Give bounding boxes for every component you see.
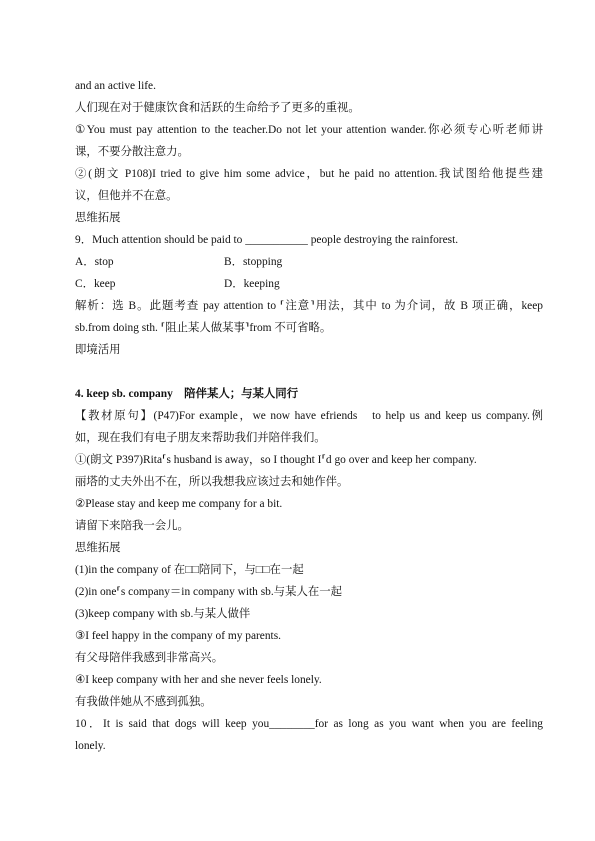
text-line: and an active life. xyxy=(75,80,156,92)
text-line: ②Please stay and keep me company for a bit. xyxy=(75,498,283,510)
option-d: D．keeping xyxy=(224,278,280,290)
answer-analysis-cont: sb.from doing sth. ⸢阻止某人做某事⸣from 不可省略。 xyxy=(75,322,332,334)
text-line: 课，不要分散注意力。 xyxy=(75,146,189,158)
text-line: 【教材原句】(P47)For example，we now have efriends to help us and keep us company.例 xyxy=(75,410,543,422)
text-line: 有我做伴她从不感到孤独。 xyxy=(75,696,212,708)
text-line: ③I feel happy in the company of my parents. xyxy=(75,630,282,642)
option-a: A．stop xyxy=(75,256,114,268)
option-c: C．keep xyxy=(75,278,116,290)
section-heading: 即境活用 xyxy=(75,344,121,356)
answer-analysis: 解析：选 B。此题考查 pay attention to ⸢注意⸣用法，其中 to 为介词，故 B 项正确，keep xyxy=(75,300,543,312)
text-line: (2)in one⸢s company＝in company with sb.与某人在一起 xyxy=(75,586,343,598)
text-line: (1)in the company of 在□□陪同下，与□□在一起 xyxy=(75,564,304,576)
text-line: 如，现在我们有电子朋友来帮助我们并陪伴我们。 xyxy=(75,432,326,444)
text-line: ①You must pay attention to the teacher.Do not let your attention wander.你必须专心听老师讲 xyxy=(75,124,543,136)
question-10: 10．It is said that dogs will keep you________for as long as you want when you are feeling xyxy=(75,718,543,730)
text-line: 有父母陪伴我感到非常高兴。 xyxy=(75,652,224,664)
text-line: 议，但他并不在意。 xyxy=(75,190,178,202)
text-line: ②(朗文 P108)I tried to give him some advice，but he paid no attention.我试图给他提些建 xyxy=(75,168,543,180)
question-9: 9．Much attention should be paid to ___________ people destroying the rainforest. xyxy=(75,234,459,246)
text-line: 丽塔的丈夫外出不在，所以我想我应该过去和她作伴。 xyxy=(75,476,349,488)
text-line: (3)keep company with sb.与某人做伴 xyxy=(75,608,251,620)
text-line: 请留下来陪我一会儿。 xyxy=(75,520,189,532)
text-line: ④I keep company with her and she never feels lonely. xyxy=(75,674,322,686)
text-line: ①(朗文 P397)Rita⸢s husband is away，so I thought I⸢d go over and keep her company. xyxy=(75,454,477,466)
phrase-heading: 4. keep sb. company 陪伴某人；与某人同行 xyxy=(75,388,299,400)
text-line: 人们现在对于健康饮食和活跃的生命给予了更多的重视。 xyxy=(75,102,360,114)
option-b: B．stopping xyxy=(224,256,283,268)
section-heading: 思维拓展 xyxy=(75,542,121,554)
question-10-cont: lonely. xyxy=(75,740,106,752)
section-heading: 思维拓展 xyxy=(75,212,121,224)
